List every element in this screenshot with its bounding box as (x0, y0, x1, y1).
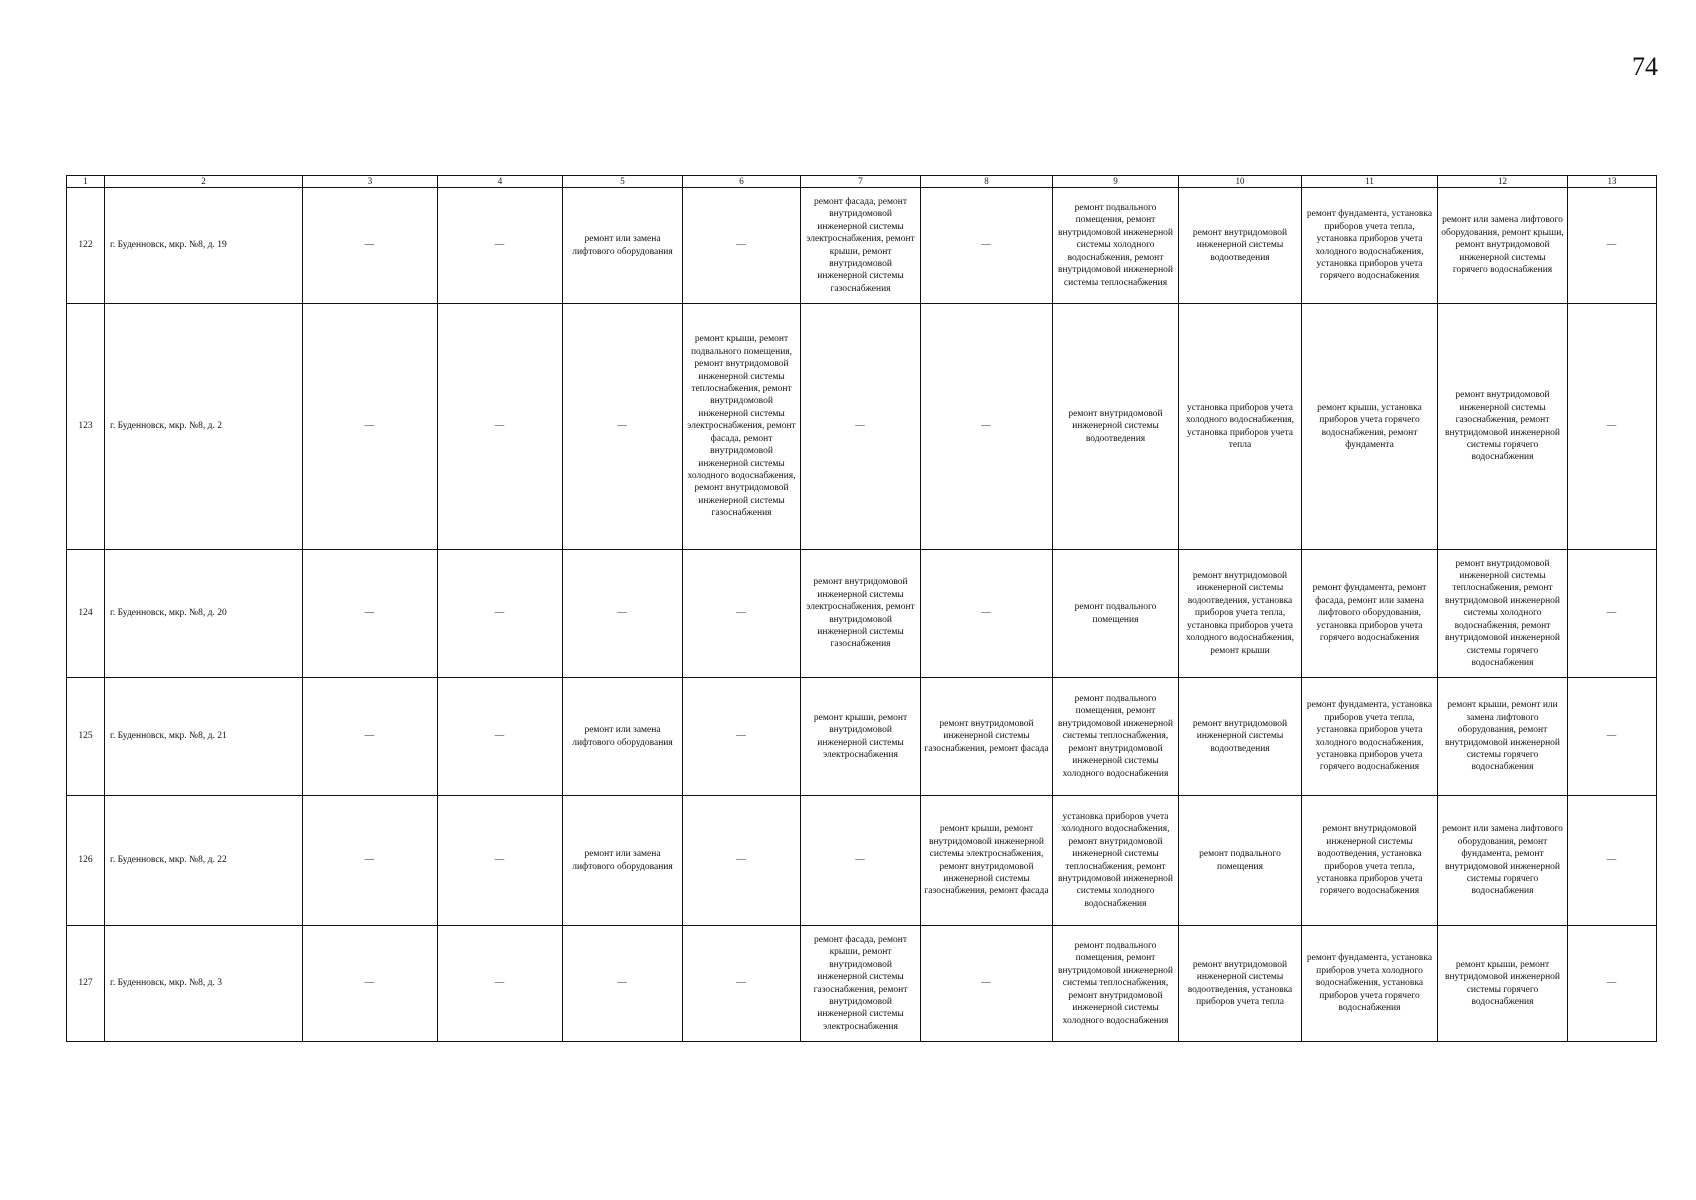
table-cell: — (563, 304, 683, 550)
address-cell: г. Буденновск, мкр. №8, д. 20 (105, 550, 303, 678)
table-cell: ремонт подвального помещения, ремонт внутридомовой инженерной системы холодного водоснабжения, ремонт внутридомовой инженерной системы теплоснабжения (1053, 188, 1179, 304)
table-cell: ремонт крыши, установка приборов учета горячего водоснабжения, ремонт фундамента (1302, 304, 1438, 550)
table-cell: ремонт фундамента, установка приборов учета тепла, установка приборов учета холодного водоснабжения, установка приборов учета горячего водоснабжения (1302, 678, 1438, 796)
table-cell: — (303, 678, 438, 796)
table-cell: — (303, 796, 438, 926)
column-header: 8 (921, 176, 1053, 188)
column-header: 2 (105, 176, 303, 188)
table-row (67, 678, 1657, 796)
table-cell: — (1568, 304, 1657, 550)
column-header: 7 (801, 176, 921, 188)
table-cell: — (303, 550, 438, 678)
row-number: 127 (67, 926, 105, 1042)
table-cell: — (1568, 678, 1657, 796)
table-row (67, 550, 1657, 678)
row-number: 122 (67, 188, 105, 304)
table-cell: ремонт или замена лифтового оборудования (563, 188, 683, 304)
table-cell: — (921, 550, 1053, 678)
column-header: 10 (1179, 176, 1302, 188)
column-header: 4 (438, 176, 563, 188)
row-number: 125 (67, 678, 105, 796)
table-row (67, 304, 1657, 550)
table-cell: ремонт крыши, ремонт внутридомовой инженерной системы электроснабжения (801, 678, 921, 796)
table-cell: ремонт внутридомовой инженерной системы водоотведения (1179, 188, 1302, 304)
table-cell: ремонт внутридомовой инженерной системы газоснабжения, ремонт фасада (921, 678, 1053, 796)
table-cell: ремонт внутридомовой инженерной системы водоотведения, установка приборов учета тепла, установка приборов учета холодного водоснабжения, ремонт крыши (1179, 550, 1302, 678)
table-cell: — (563, 550, 683, 678)
table-cell: ремонт внутридомовой инженерной системы водоотведения, установка приборов учета тепла (1179, 926, 1302, 1042)
table-cell: — (683, 796, 801, 926)
header-row (67, 176, 1657, 188)
table-cell: — (1568, 926, 1657, 1042)
table-cell: установка приборов учета холодного водоснабжения, установка приборов учета тепла (1179, 304, 1302, 550)
table-cell: ремонт внутридомовой инженерной системы водоотведения (1053, 304, 1179, 550)
table-cell: установка приборов учета холодного водоснабжения, ремонт внутридомовой инженерной системы теплоснабжения, ремонт внутридомовой инженерной системы холодного водоснабжения (1053, 796, 1179, 926)
table-cell: — (303, 188, 438, 304)
table-row (67, 188, 1657, 304)
table-cell: ремонт фундамента, установка приборов учета холодного водоснабжения, установка приборов учета горячего водоснабжения (1302, 926, 1438, 1042)
table-row (67, 796, 1657, 926)
table-cell: ремонт фасада, ремонт внутридомовой инженерной системы электроснабжения, ремонт крыши, ремонт внутридомовой инженерной системы газоснабжения (801, 188, 921, 304)
table-cell: — (438, 926, 563, 1042)
table-cell: — (438, 188, 563, 304)
table-cell: ремонт подвального помещения, ремонт внутридомовой инженерной системы теплоснабжения, ремонт внутридомовой инженерной системы холодного водоснабжения (1053, 678, 1179, 796)
table-cell: ремонт внутридомовой инженерной системы газоснабжения, ремонт внутридомовой инженерной системы горячего водоснабжения (1438, 304, 1568, 550)
column-header: 9 (1053, 176, 1179, 188)
page-number: 74 (1632, 52, 1658, 81)
table-cell: — (438, 678, 563, 796)
table-cell: — (438, 550, 563, 678)
table-cell: ремонт или замена лифтового оборудования, ремонт фундамента, ремонт внутридомовой инженерной системы горячего водоснабжения (1438, 796, 1568, 926)
table-cell: ремонт внутридомовой инженерной системы водоотведения (1179, 678, 1302, 796)
address-cell: г. Буденновск, мкр. №8, д. 3 (105, 926, 303, 1042)
table-cell: ремонт подвального помещения (1179, 796, 1302, 926)
table-cell: — (563, 926, 683, 1042)
table-cell: — (921, 188, 1053, 304)
table-cell: — (683, 926, 801, 1042)
column-header: 3 (303, 176, 438, 188)
table-cell: — (1568, 796, 1657, 926)
table-cell: — (303, 926, 438, 1042)
table-cell: — (438, 304, 563, 550)
table-cell: — (921, 926, 1053, 1042)
address-cell: г. Буденновск, мкр. №8, д. 21 (105, 678, 303, 796)
table-cell: ремонт или замена лифтового оборудования (563, 678, 683, 796)
column-header: 12 (1438, 176, 1568, 188)
column-header: 5 (563, 176, 683, 188)
table-cell: — (683, 188, 801, 304)
column-header: 6 (683, 176, 801, 188)
table-cell: ремонт фундамента, ремонт фасада, ремонт или замена лифтового оборудования, установка приборов учета горячего водоснабжения (1302, 550, 1438, 678)
table-cell: — (801, 796, 921, 926)
table-cell: ремонт или замена лифтового оборудования (563, 796, 683, 926)
address-cell: г. Буденновск, мкр. №8, д. 19 (105, 188, 303, 304)
address-cell: г. Буденновск, мкр. №8, д. 22 (105, 796, 303, 926)
table-cell: — (683, 550, 801, 678)
table-cell: — (1568, 188, 1657, 304)
table-cell: — (303, 304, 438, 550)
column-header: 11 (1302, 176, 1438, 188)
table-cell: — (1568, 550, 1657, 678)
row-number: 123 (67, 304, 105, 550)
table-cell: — (921, 304, 1053, 550)
table-cell: ремонт крыши, ремонт внутридомовой инженерной системы горячего водоснабжения (1438, 926, 1568, 1042)
table-cell: ремонт подвального помещения, ремонт внутридомовой инженерной системы теплоснабжения, ремонт внутридомовой инженерной системы холодного водоснабжения (1053, 926, 1179, 1042)
table-cell: ремонт крыши, ремонт подвального помещения, ремонт внутридомовой инженерной системы теплоснабжения, ремонт внутридомовой инженерной системы электроснабжения, ремонт фасада, ремонт внутридомовой инженерной системы холодного водоснабжения, ремонт внутридомовой инженерной системы газоснабжения (683, 304, 801, 550)
table-cell: ремонт или замена лифтового оборудования, ремонт крыши, ремонт внутридомовой инженерной системы горячего водоснабжения (1438, 188, 1568, 304)
table-cell: ремонт фасада, ремонт крыши, ремонт внутридомовой инженерной системы газоснабжения, ремонт внутридомовой инженерной системы электроснабжения (801, 926, 921, 1042)
table-cell: — (801, 304, 921, 550)
table-cell: ремонт внутридомовой инженерной системы водоотведения, установка приборов учета тепла, установка приборов учета горячего водоснабжения (1302, 796, 1438, 926)
address-cell: г. Буденновск, мкр. №8, д. 2 (105, 304, 303, 550)
table-cell: — (683, 678, 801, 796)
column-header: 1 (67, 176, 105, 188)
row-number: 124 (67, 550, 105, 678)
table-cell: ремонт внутридомовой инженерной системы электроснабжения, ремонт внутридомовой инженерной системы газоснабжения (801, 550, 921, 678)
column-header: 13 (1568, 176, 1657, 188)
table-cell: ремонт крыши, ремонт или замена лифтового оборудования, ремонт внутридомовой инженерной системы горячего водоснабжения (1438, 678, 1568, 796)
table-row (67, 926, 1657, 1042)
repair-schedule-table (66, 175, 1657, 1042)
table-cell: ремонт фундамента, установка приборов учета тепла, установка приборов учета холодного водоснабжения, установка приборов учета горячего водоснабжения (1302, 188, 1438, 304)
table-cell: ремонт подвального помещения (1053, 550, 1179, 678)
row-number: 126 (67, 796, 105, 926)
table-cell: ремонт внутридомовой инженерной системы теплоснабжения, ремонт внутридомовой инженерной системы холодного водоснабжения, ремонт внутридомовой инженерной системы горячего водоснабжения (1438, 550, 1568, 678)
table-cell: — (438, 796, 563, 926)
table-cell: ремонт крыши, ремонт внутридомовой инженерной системы электроснабжения, ремонт внутридомовой инженерной системы газоснабжения, ремонт фасада (921, 796, 1053, 926)
